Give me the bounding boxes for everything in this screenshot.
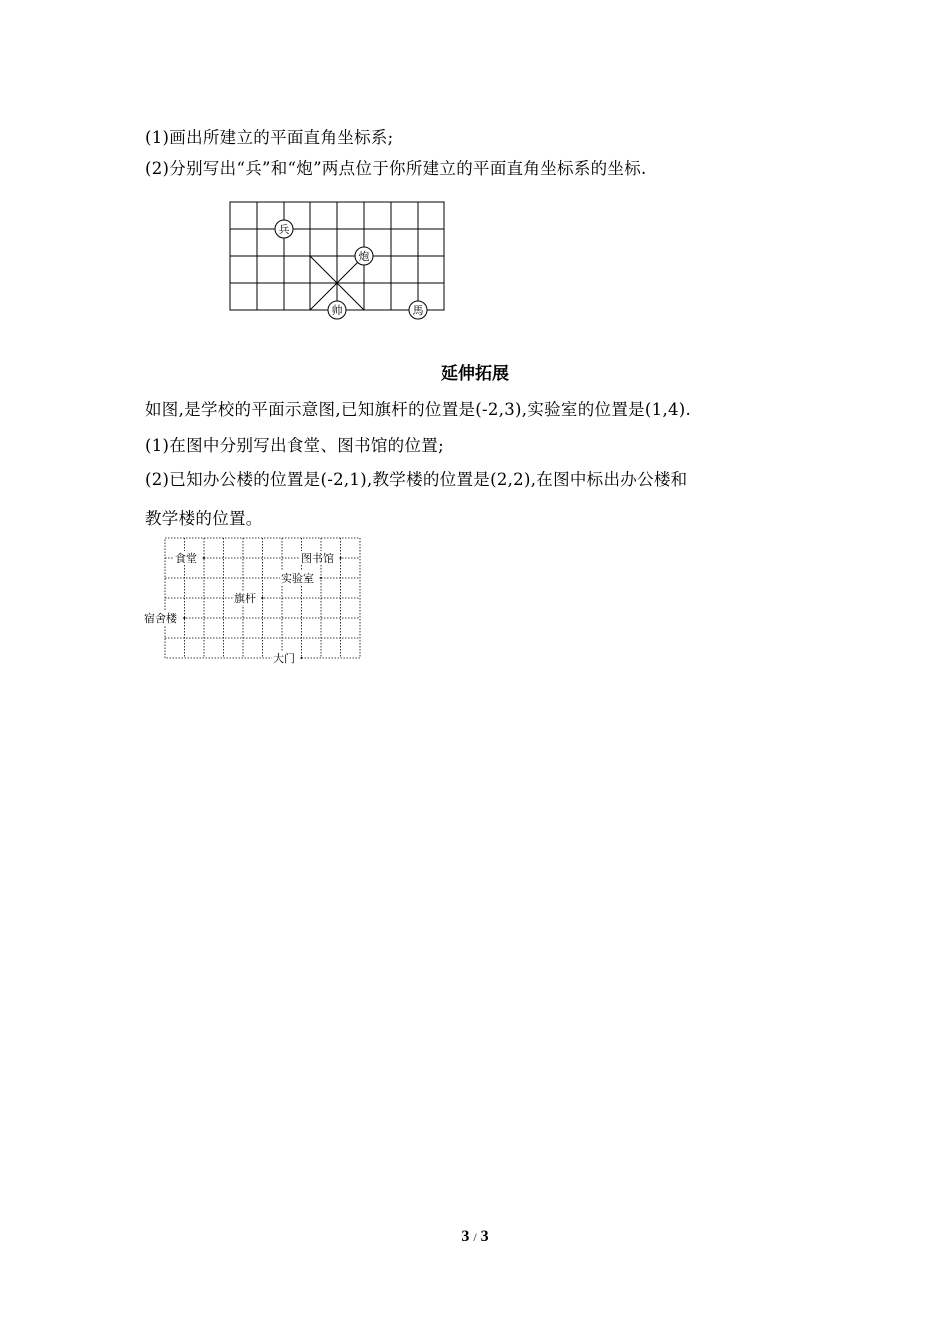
point-gate xyxy=(301,657,303,659)
chess-piece-bing xyxy=(275,220,293,238)
extension-question-2-text: (2)已知办公楼的位置是(-2,1),教学楼的位置是(2,2),在图中标出办公楼和 xyxy=(145,470,688,489)
extension-question-2-continued: 教学楼的位置。 xyxy=(145,509,263,528)
extension-intro-text: 如图,是学校的平面示意图,已知旗杆的位置是(-2,3),实验室的位置是(1,4). xyxy=(145,400,692,419)
point-library xyxy=(340,557,342,559)
label-gate: 大门 xyxy=(273,652,295,665)
point-canteen xyxy=(203,557,205,559)
label-dormitory: 宿舍楼 xyxy=(144,612,177,625)
point-flagpole xyxy=(262,597,264,599)
label-canteen: 食堂 xyxy=(175,552,197,565)
section-heading: 延伸拓展 xyxy=(441,364,509,384)
chess-piece-ma xyxy=(409,301,427,319)
page-number-separator: / xyxy=(473,1230,477,1244)
question-2-text: (2)分别写出“兵”和“炮”两点位于你所建立的平面直角坐标系的坐标. xyxy=(145,159,647,178)
label-library: 图书馆 xyxy=(301,552,334,565)
page-number-total: 3 xyxy=(480,1228,489,1245)
page-number xyxy=(0,1228,950,1246)
chess-piece-pao xyxy=(355,247,373,265)
label-lab: 实验室 xyxy=(281,572,314,585)
chess-piece-shuai xyxy=(328,301,346,319)
extension-question-1-text: (1)在图中分别写出食堂、图书馆的位置; xyxy=(145,436,444,455)
question-1-text: (1)画出所建立的平面直角坐标系; xyxy=(145,128,394,147)
point-lab xyxy=(320,577,322,579)
chess-piece-shuai-label: 帅 xyxy=(331,304,343,317)
chess-piece-ma-label: 馬 xyxy=(412,304,424,317)
chess-piece-bing-label: 兵 xyxy=(278,223,290,236)
point-dormitory xyxy=(184,617,186,619)
chess-piece-pao-label: 炮 xyxy=(358,250,370,263)
page-number-current: 3 xyxy=(461,1228,470,1245)
label-flagpole: 旗杆 xyxy=(234,592,256,605)
chessboard-grid xyxy=(230,202,444,310)
